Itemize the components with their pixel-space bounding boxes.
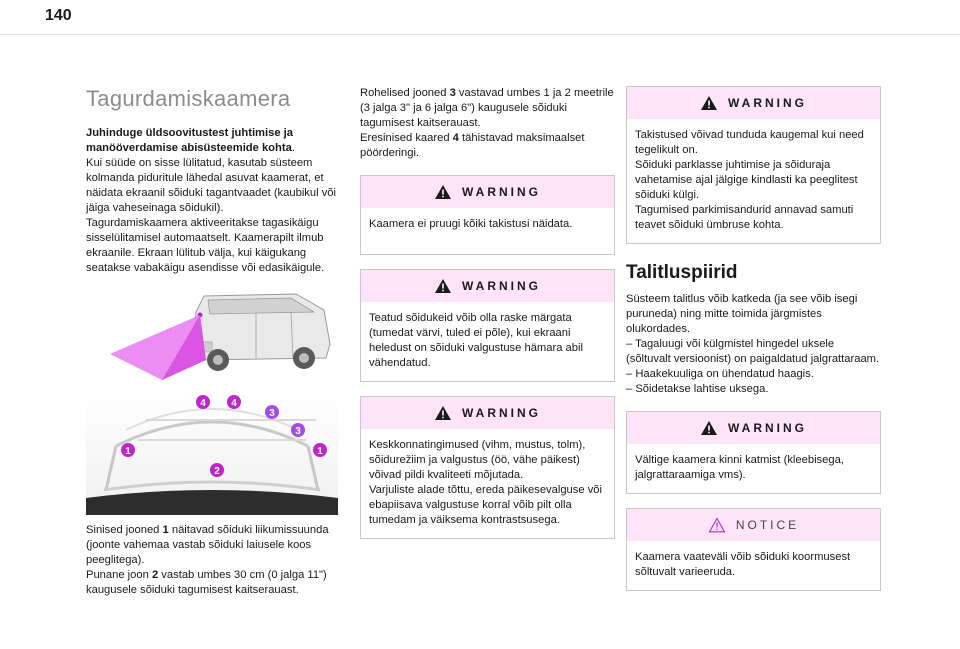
warning-icon <box>434 405 452 421</box>
warning-text: Keskkonnatingimused (vihm, mustus, tolm), sõidurežiim ja valgustus (öö, vähe päikest) võivad pildi kvaliteeti mõjutada. <box>369 439 586 481</box>
paragraph: Kui süüde on sisse lülitatud, kasutab süsteem kolmanda piduritule lähedal asuvat kaamerat, et näidata ekraanil sõiduki tagantvaadet (kaubikul või jäiga vaheseinaga sõidukil). <box>86 157 337 214</box>
marker-1b <box>313 443 327 457</box>
svg-text:3: 3 <box>295 426 301 437</box>
list-item: – Tagaluugi või külgmistel hingedel uksele (sõltuvalt versioonist) on paigaldatud jalgrattaraam. <box>626 338 880 365</box>
notice-header <box>627 509 880 541</box>
column-middle <box>360 86 615 539</box>
warning-title: WARNING <box>462 185 541 199</box>
warning-header <box>627 412 880 444</box>
warning-box <box>626 411 881 494</box>
page-number: 140 <box>45 7 72 24</box>
figure <box>86 284 341 515</box>
list-item: – Haakekuuliga on ühendatud haagis. <box>626 368 814 380</box>
svg-text:3: 3 <box>269 408 275 419</box>
warning-box <box>360 396 615 539</box>
notice-text: Kaamera vaateväli võib sõiduki koormusest sõltuvalt varieeruda. <box>635 551 851 578</box>
warning-title: WARNING <box>462 279 541 293</box>
camera-view-diagram <box>86 390 338 515</box>
header-divider <box>0 34 960 35</box>
svg-text:1: 1 <box>317 446 323 457</box>
caption: Punane joon 2 vastab umbes 30 cm (0 jalga 11") kaugusele sõiduki tagumisest kaitserauast. <box>86 569 327 596</box>
marker-3a <box>265 405 279 419</box>
warning-box <box>626 86 881 244</box>
column-right <box>626 78 881 591</box>
intro-bold: Juhinduge üldsoovitustest juhtimise ja manööverdamise abisüsteemide kohta <box>86 127 293 154</box>
notice-icon <box>708 517 726 533</box>
section-title: Tagurdamiskaamera <box>86 86 291 111</box>
warning-text: Vältige kaamera kinni katmist (kleebisega, jalgrattaraamiga vms). <box>635 454 844 481</box>
svg-text:2: 2 <box>214 466 220 477</box>
marker-4b <box>227 395 241 409</box>
marker-2 <box>210 463 224 477</box>
warning-icon <box>434 278 452 294</box>
warning-text: Takistused võivad tunduda kaugemal kui need tegelikult on. <box>635 129 864 156</box>
column-left <box>86 78 341 598</box>
warning-icon <box>700 420 718 436</box>
warning-text: Varjuliste alade tõttu, ereda päikesevalguse või ebapiisava valgustuse korral võib pilt olla tumedam ja väiksema kontrastsusega. <box>369 484 603 526</box>
warning-title: WARNING <box>728 96 807 110</box>
svg-text:1: 1 <box>125 446 131 457</box>
warning-header <box>361 397 614 429</box>
notice-box <box>626 508 881 591</box>
svg-text:4: 4 <box>200 398 206 409</box>
warning-header <box>627 87 880 119</box>
warning-text: Sõiduki parklasse juhtimise ja sõiduraja vahetamise ajal jälgige kindlasti ka peeglitest sõiduki külgi. <box>635 159 858 201</box>
vehicle-rear-illustration <box>86 284 338 384</box>
list-item: – Sõidetakse lahtise uksega. <box>626 383 769 395</box>
warning-text: Tagumised parkimisandurid annavad samuti teavet sõiduki ümbruse kohta. <box>635 204 854 231</box>
warning-icon <box>700 95 718 111</box>
warning-title: WARNING <box>728 421 807 435</box>
marker-1a <box>121 443 135 457</box>
section-title: Talitluspiirid <box>626 262 738 283</box>
intro-paragraph: Juhinduge üldsoovitustest juhtimise ja manööverdamise abisüsteemide kohta. <box>86 127 295 154</box>
marker-4a <box>196 395 210 409</box>
warning-text: Kaamera ei pruugi kõiki takistusi näidata. <box>369 218 573 230</box>
warning-box <box>360 269 615 382</box>
paragraph: Süsteem talitlus võib katkeda (ja see võib isegi puruneda) ning mitte toimida järgmistes olukordades. <box>626 293 858 335</box>
warning-box <box>360 175 615 255</box>
notice-title: NOTICE <box>735 518 800 532</box>
warning-header <box>361 176 614 208</box>
warning-header <box>361 270 614 302</box>
marker-3b <box>291 423 305 437</box>
paragraph: Eresinised kaared 4 tähistavad maksimaalset pöörderingi. <box>360 132 585 159</box>
warning-title: WARNING <box>462 406 541 420</box>
paragraph: Tagurdamiskaamera aktiveeritakse tagasikäigu sisselülitamisel automaatselt. Kaamerapilt ilmub ekraanile. Ekraan lülitub välja, kui käigukang seatakse vabakäigu asendisse või edasikäigule. <box>86 217 325 274</box>
paragraph: Rohelised jooned 3 vastavad umbes 1 ja 2 meetrile (3 jalga 3" ja 6 jalga 6") kaugusele sõiduki tagumisest kaitserauast. <box>360 87 614 129</box>
warning-icon <box>434 184 452 200</box>
caption: Sinised jooned 1 näitavad sõiduki liikumissuunda (joonte vahemaa vastab sõiduki laiusele koos peeglitega). <box>86 524 329 566</box>
warning-text: Teatud sõidukeid võib olla raske märgata (tumedat värvi, tuled ei põle), kui ekraani heledust on sõiduki valgustuse hämara abil vähendatud. <box>369 312 583 369</box>
svg-text:4: 4 <box>231 398 237 409</box>
